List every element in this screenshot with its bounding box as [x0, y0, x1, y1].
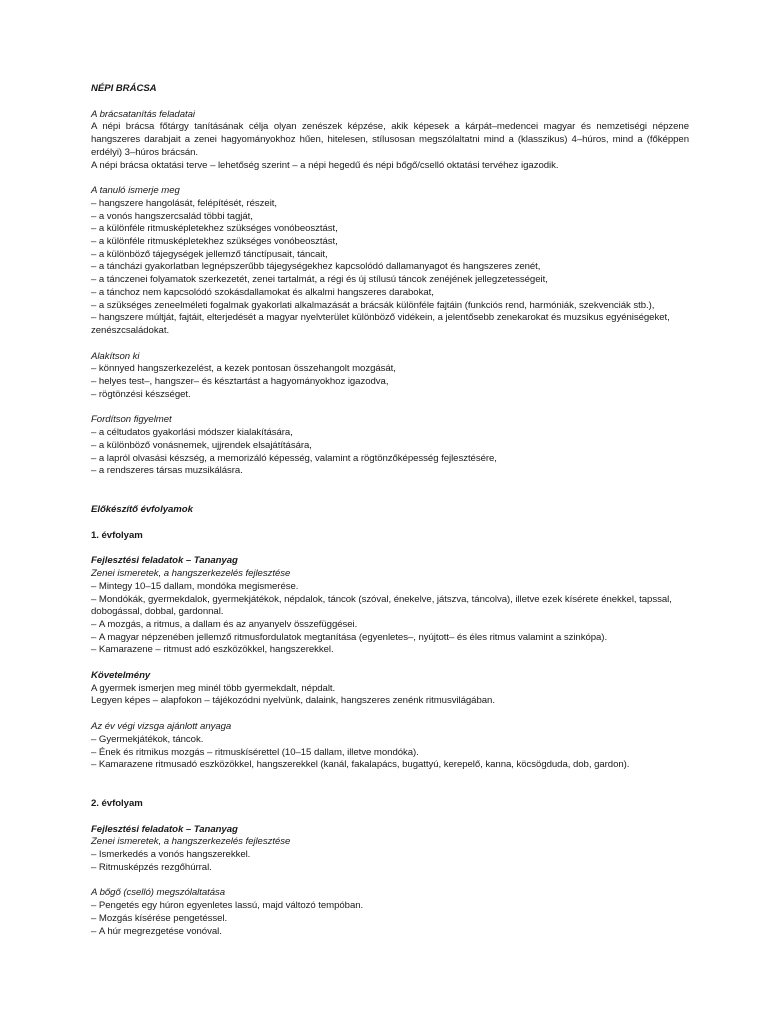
year2-heading: 2. évfolyam — [91, 797, 143, 809]
year2-tasks-heading: Fejlesztési feladatok – Tananyag — [91, 823, 238, 835]
list-item: – a különböző vonásnemek, ujjrendek elsajátítására, — [91, 440, 689, 453]
section-goals — [91, 109, 689, 173]
year1-music-heading: Zenei ismeretek, a hangszerkezelés fejlesztése — [91, 568, 291, 580]
list-item: – Mozgás kísérése pengetéssel. — [91, 913, 689, 926]
spacer — [91, 491, 689, 504]
year1-exam — [91, 721, 689, 772]
list-item: – helyes test–, hangszer– és késztartást a hagyományokhoz igazodva, — [91, 376, 689, 389]
list-item: – a rendszeres társas muzsikálásra. — [91, 465, 689, 478]
requirement-line: A gyermek ismerjen meg minél több gyermekdalt, népdalt. — [91, 682, 336, 694]
year1-heading: 1. évfolyam — [91, 529, 143, 541]
goals-paragraph-1: A népi brácsa főtárgy tanításának célja olyan zenészek képzése, akik képesek a kárpát–medencei magyar és nemzetiségi népzene hangszeres darabjait a zenei hagyományokhoz hűen, hitelesen, stílusosan megszólaltatni mind a (klasszikus) 4–húros, mind a (főképpen erdélyi) 3–húros brácsán. — [91, 121, 689, 158]
list-item: – A mozgás, a ritmus, a dallam és az anyanyelv összefüggései. — [91, 619, 689, 632]
attention-list — [91, 427, 689, 478]
section-attention — [91, 414, 689, 478]
list-item: – hangszere múltját, fajtáit, elterjedését a magyar nyelvterület különböző vidékein, a jelentősebb zenekarokat és muzsikus egyéniségeket, zenészcsaládokat. — [91, 312, 689, 337]
list-item: – a vonós hangszercsalád többi tagját, — [91, 211, 689, 224]
year2-bass-heading: A bőgő (cselló) megszólaltatása — [91, 887, 226, 899]
list-item: – a különféle ritmusképletekhez szükséges vonóbeosztást, — [91, 223, 689, 236]
list-item: – Kamarazene ritmusadó eszközökkel, hangszerekkel (kanál, fakalapács, bugattyú, kerepelő, kanna, köcsögduda, dob, gardon). — [91, 759, 689, 772]
list-item: – a különféle ritmusképletekhez szükséges vonóbeosztást, — [91, 236, 689, 249]
develop-list — [91, 363, 689, 401]
section-knows — [91, 185, 689, 337]
list-item: – Ismerkedés a vonós hangszerekkel. — [91, 849, 689, 862]
year2-music-heading: Zenei ismeretek, a hangszerkezelés fejlesztése — [91, 836, 291, 848]
year2-bass-list — [91, 900, 689, 938]
year1-heading-block — [91, 530, 689, 543]
knows-list — [91, 198, 689, 338]
knows-heading: A tanuló ismerje meg — [91, 185, 180, 197]
list-item: – Ének és ritmikus mozgás – ritmuskísérettel (10–15 dallam, illetve mondóka). — [91, 747, 689, 760]
list-item: – könnyed hangszerkezelést, a kezek pontosan összehangolt mozgását, — [91, 363, 689, 376]
list-item: – a lapról olvasási készség, a memorizáló képesség, valamint a rögtönzőképesség fejlesztésére, — [91, 453, 689, 466]
list-item: – a különböző tájegységek jellemző tánctípusait, táncait, — [91, 249, 689, 262]
year1-requirements — [91, 670, 689, 708]
document-page — [91, 83, 689, 951]
year1-exam-list — [91, 734, 689, 772]
list-item: – rögtönzési készséget. — [91, 389, 689, 402]
year2-music-list — [91, 849, 689, 874]
year2-tasks — [91, 824, 689, 875]
list-item: – Mintegy 10–15 dallam, mondóka megismerése. — [91, 581, 689, 594]
list-item: – hangszere hangolását, felépítését, részeit, — [91, 198, 689, 211]
list-item: – A húr megrezgetése vonóval. — [91, 926, 689, 939]
list-item: – a tánchoz nem kapcsolódó szokásdallamokat és alkalmi hangszeres darabokat, — [91, 287, 689, 300]
section-develop — [91, 351, 689, 402]
year1-requirements-heading: Követelmény — [91, 670, 151, 682]
list-item: – Gyermekjátékok, táncok. — [91, 734, 689, 747]
list-item: – a tánczenei folyamatok szerkezetét, zenei tartalmát, a régi és új stílusú táncok zenéjének jellegzetességeit, — [91, 274, 689, 287]
develop-heading: Alakítson ki — [91, 350, 140, 362]
year2-bass — [91, 887, 689, 938]
list-item: – Ritmusképzés rezgőhúrral. — [91, 862, 689, 875]
list-item: – a szükséges zeneelméleti fogalmak gyakorlati alkalmazását a brácsák különféle fajtáin (funkciós rend, harmóniák, szekvenciák stb.), — [91, 300, 689, 313]
attention-heading: Fordítson figyelmet — [91, 414, 172, 426]
year1-tasks-heading: Fejlesztési feladatok – Tananyag — [91, 555, 238, 567]
section-preparatory — [91, 504, 689, 517]
goals-paragraph-2: A népi brácsa oktatási terve – lehetőség szerint – a népi hegedű és népi bőgő/cselló oktatási tervéhez igazodik. — [91, 159, 559, 171]
year1-music-list — [91, 581, 689, 657]
list-item: – Pengetés egy húron egyenletes lassú, majd változó tempóban. — [91, 900, 689, 913]
requirement-line: Legyen képes – alapfokon – tájékozódni nyelvünk, dalaink, hangszeres zenénk ritmusvilágában. — [91, 695, 495, 707]
goals-heading: A brácsatanítás feladatai — [91, 108, 195, 120]
year1-tasks — [91, 555, 689, 657]
document-title: NÉPI BRÁCSA — [91, 83, 157, 94]
list-item: – Mondókák, gyermekdalok, gyermekjátékok, népdalok, táncok (szóval, énekelve, játszva, táncolva), illetve ezek kísérete énekkel, tapssal, dobogással, dobbal, gardonnal. — [91, 594, 689, 619]
list-item: – a táncházi gyakorlatban legnépszerűbb tájegységekhez kapcsolódó dallamanyagot és hangszeres zenét, — [91, 261, 689, 274]
year2-heading-block — [91, 798, 689, 811]
year1-exam-heading: Az év végi vizsga ajánlott anyaga — [91, 721, 232, 733]
list-item: – a céltudatos gyakorlási módszer kialakítására, — [91, 427, 689, 440]
spacer — [91, 785, 689, 798]
preparatory-heading: Előkészítő évfolyamok — [91, 503, 193, 515]
list-item: – A magyar népzenében jellemző ritmusfordulatok megtanítása (egyenletes–, nyújtott– és éles ritmus valamint a szinkópa). — [91, 632, 689, 645]
list-item: – Kamarazene – ritmust adó eszközökkel, hangszerekkel. — [91, 644, 689, 657]
